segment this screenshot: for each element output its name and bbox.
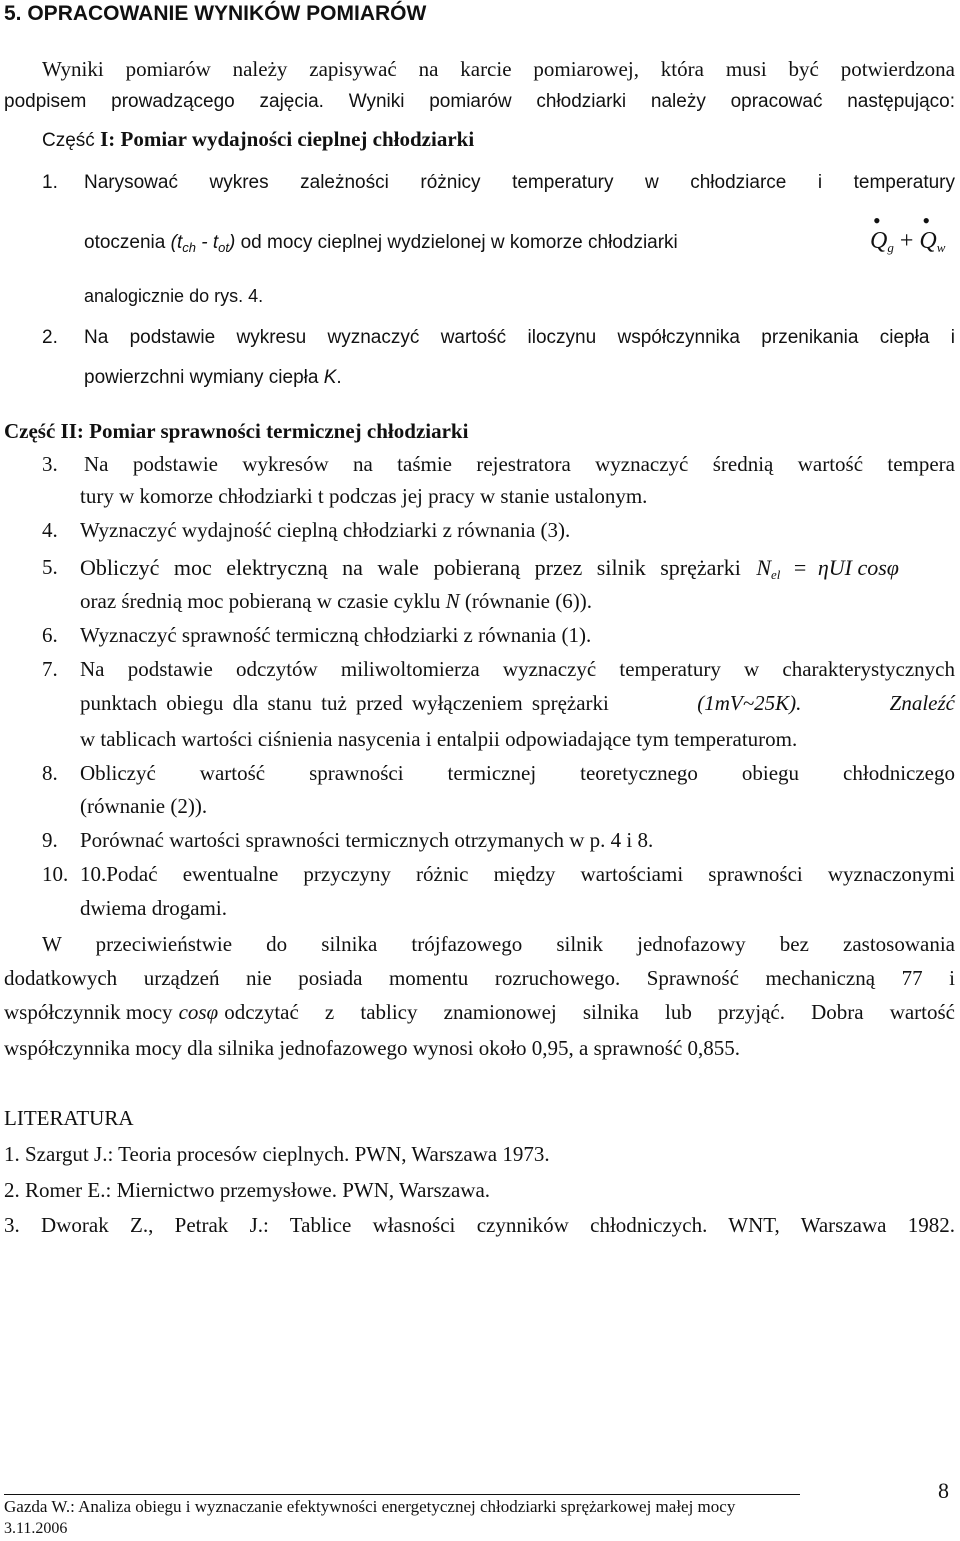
item-8-line-2: (równanie (2)). — [80, 794, 208, 818]
item-3-line-1: Na podstawie wykresów na taśmie rejestratora wyznaczyć średnią wartość tempera — [84, 452, 955, 476]
page-number: 8 — [938, 1478, 949, 1503]
item-5-number: 5. — [42, 555, 58, 579]
temp-diff-symbol: $(t_{ch} - t_{ot})$ — [170, 232, 236, 255]
literature-title: LITERATURA — [4, 1106, 134, 1130]
item-7-line-2: punktach obiegu dla stanu tuż przed wyłączeniem sprężarki (1mV~25K). Znaleźć — [80, 691, 955, 715]
part-1-heading — [42, 127, 960, 152]
para-line-2: dodatkowych urządzeń nie posiada momentu rozruchowego. Sprawność mechaniczną 77 i — [4, 966, 955, 990]
item-2-number: 2. — [42, 327, 58, 348]
section-heading: 5. OPRACOWANIE WYNIKÓW POMIARÓW — [4, 2, 427, 25]
item-5-line-1: Obliczyć moc elektryczną na wale pobieraną przez silnik sprężarki $N_{el} = \eta UI$ cosφ — [80, 555, 899, 582]
item-1-text: otoczenia — [84, 232, 171, 253]
item-10-line-2: dwiema drogami. — [80, 896, 227, 920]
literature-item-2: 2. Romer E.: Miernictwo przemysłowe. PWN, Warszawa. — [4, 1178, 491, 1202]
para-line-1: W przeciwieństwie do silnika trójfazowego silnik jednofazowy bez zastosowania — [42, 932, 955, 956]
item-9-text: Porównać wartości sprawności termicznych otrzymanych w p. 4 i 8. — [80, 828, 654, 852]
item-8-number: 8. — [42, 761, 58, 785]
power-symbol: $N_{el}$ — [756, 555, 781, 582]
intro-line-1: Wyniki pomiarów należy zapisywać na karcie pomiarowej, która musi być potwierdzona — [42, 57, 955, 81]
item-1-line-2 — [84, 232, 960, 254]
item-9-number: 9. — [42, 828, 58, 852]
part-2-heading: Część II: Pomiar sprawności termicznej chłodziarki — [4, 419, 469, 443]
item-10-line-1: 10.Podać ewentualne przyczyny różnic między wartościami sprawności wyznaczonymi — [80, 862, 955, 886]
item-6-text: Wyznaczyć sprawność termiczną chłodziarki z równania (1). — [80, 623, 592, 647]
item-3-line-2: tury w komorze chłodziarki t podczas jej pracy w stanie ustalonym. — [80, 484, 648, 508]
literature-item-3: 3. Dworak Z., Petrak J.: Tablice własności czynników chłodniczych. WNT, Warszawa 1982. — [4, 1213, 955, 1237]
part-1-prefix: Część — [42, 130, 101, 151]
item-7-line-3: w tablicach wartości ciśnienia nasycenia i entalpii odpowiadające tym temperaturom. — [80, 727, 798, 751]
item-2-line-2: powierzchni wymiany ciepła K. — [84, 367, 342, 388]
footer-rule — [4, 1494, 800, 1495]
literature-item-1: 1. Szargut J.: Teoria procesów cieplnych. PWN, Warszawa 1973. — [4, 1142, 550, 1166]
part-1-title: I: Pomiar wydajności cieplnej chłodziarki — [100, 127, 475, 151]
intro-line-2: podpisem prowadzącego zajęcia. Wyniki pomiarów chłodziarki należy opracować następująco: — [4, 91, 955, 112]
item-1-number: 1. — [42, 172, 58, 193]
footer-line: Gazda W.: Analiza obiegu i wyznaczanie efektywności energetycznej chłodziarki sprężarkowej małej mocy — [4, 1497, 736, 1516]
item-4-text: Wyznaczyć wydajność cieplną chłodziarki z równania (3). — [80, 518, 571, 542]
item-1-line-1: Narysować wykres zależności różnicy temperatury w chłodziarce i temperatury — [84, 172, 955, 193]
dot-icon: • — [873, 208, 881, 233]
item-8-line-1: Obliczyć wartość sprawności termicznej teoretycznego obiegu chłodniczego — [80, 761, 955, 785]
item-2-line-1: Na podstawie wykresu wyznaczyć wartość iloczynu współczynnika przenikania ciepła i — [84, 327, 955, 348]
item-4-number: 4. — [42, 518, 58, 542]
item-1-text-2: od mocy cieplnej wydzielonej w komorze chłodziarki — [235, 232, 678, 253]
item-5-line-2: oraz średnią moc pobieraną w czasie cyklu N (równanie (6)). — [80, 589, 592, 613]
footer-date: 3.11.2006 — [4, 1520, 68, 1537]
item-7-number: 7. — [42, 657, 58, 681]
dot-icon: • — [922, 208, 931, 233]
heat-flow-formula: • $Q_g$ + • $Q_w$ — [870, 208, 946, 255]
para-line-4: współczynnika mocy dla silnika jednofazowego wynosi około 0,95, a sprawność 0,855. — [4, 1036, 741, 1060]
para-line-3: współczynnik mocy cosφ odczytać z tablicy znamionowej silnika lub przyjąć. Dobra wartość — [4, 1000, 955, 1024]
item-1-line-3: analogicznie do rys. 4. — [84, 286, 264, 306]
power-formula: ηUI cosφ — [817, 555, 899, 580]
item-3-number: 3. — [42, 452, 58, 476]
item-6-number: 6. — [42, 623, 58, 647]
item-7-line-1: Na podstawie odczytów miliwoltomierza wyznaczyć temperatury w charakterystycznych — [80, 657, 955, 681]
item-10-number: 10. — [42, 862, 69, 886]
